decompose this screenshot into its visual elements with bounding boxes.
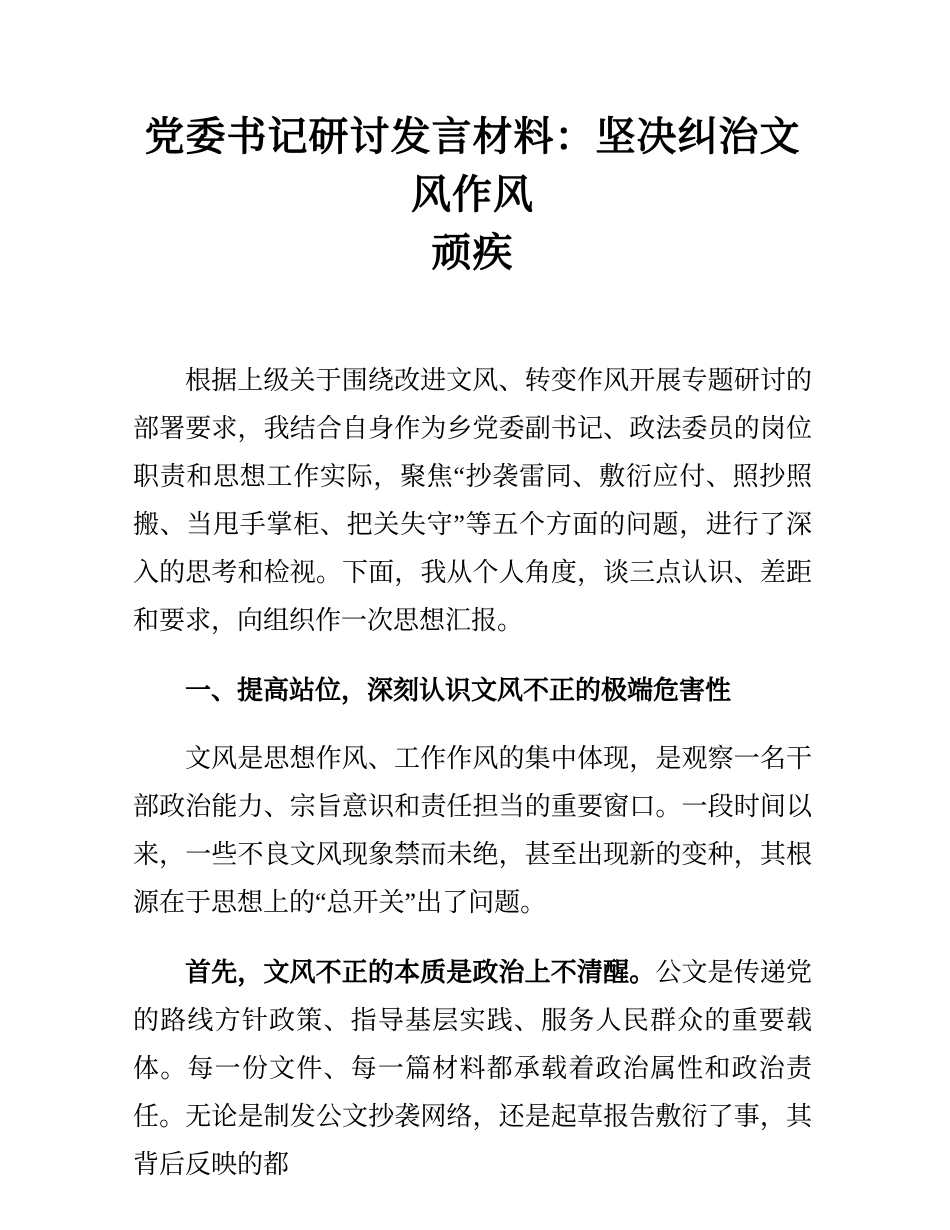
paragraph-intro: 根据上级关于围绕改进文风、转变作风开展专题研讨的部署要求，我结合自身作为乡党委副书记、政法委员的岗位职责和思想工作实际，聚焦“抄袭雷同、敷衍应付、照抄照搬、当甩手掌柜、把关失守”等五个方面的问题，进行了深入的思考和检视。下面，我从个人角度，谈三点认识、差距和要求，向组织作一次思想汇报。	[133, 366, 812, 635]
paragraph-first-point-lead: 首先，文风不正的本质是政治上不清醒。	[185, 957, 656, 987]
section-heading-1: 一、提高站位，深刻认识文风不正的极端危害性	[185, 675, 732, 705]
paragraph-first-point-text: 公文是传递党的路线方针政策、指导基层实践、服务人民群众的重要载体。每一份文件、每一篇材料都承载着政治属性和政治责任。无论是制发公文抄袭网络，还是起草报告敷衍了事，其背后反映的都	[133, 958, 812, 1179]
document-title-line-1: 党委书记研讨发言材料：坚决纠治文风作风	[144, 114, 801, 217]
document-title	[133, 108, 812, 282]
paragraph-first-point	[133, 948, 812, 1189]
paragraph-section-body: 文风是思想作风、工作作风的集中体现，是观察一名干部政治能力、宗旨意识和责任担当的重要窗口。一段时间以来，一些不良文风现象禁而未绝，甚至出现新的变种，其根源在于思想上的“总开关”出了问题。	[133, 744, 812, 917]
document-title-line-2: 顽疾	[431, 230, 514, 275]
